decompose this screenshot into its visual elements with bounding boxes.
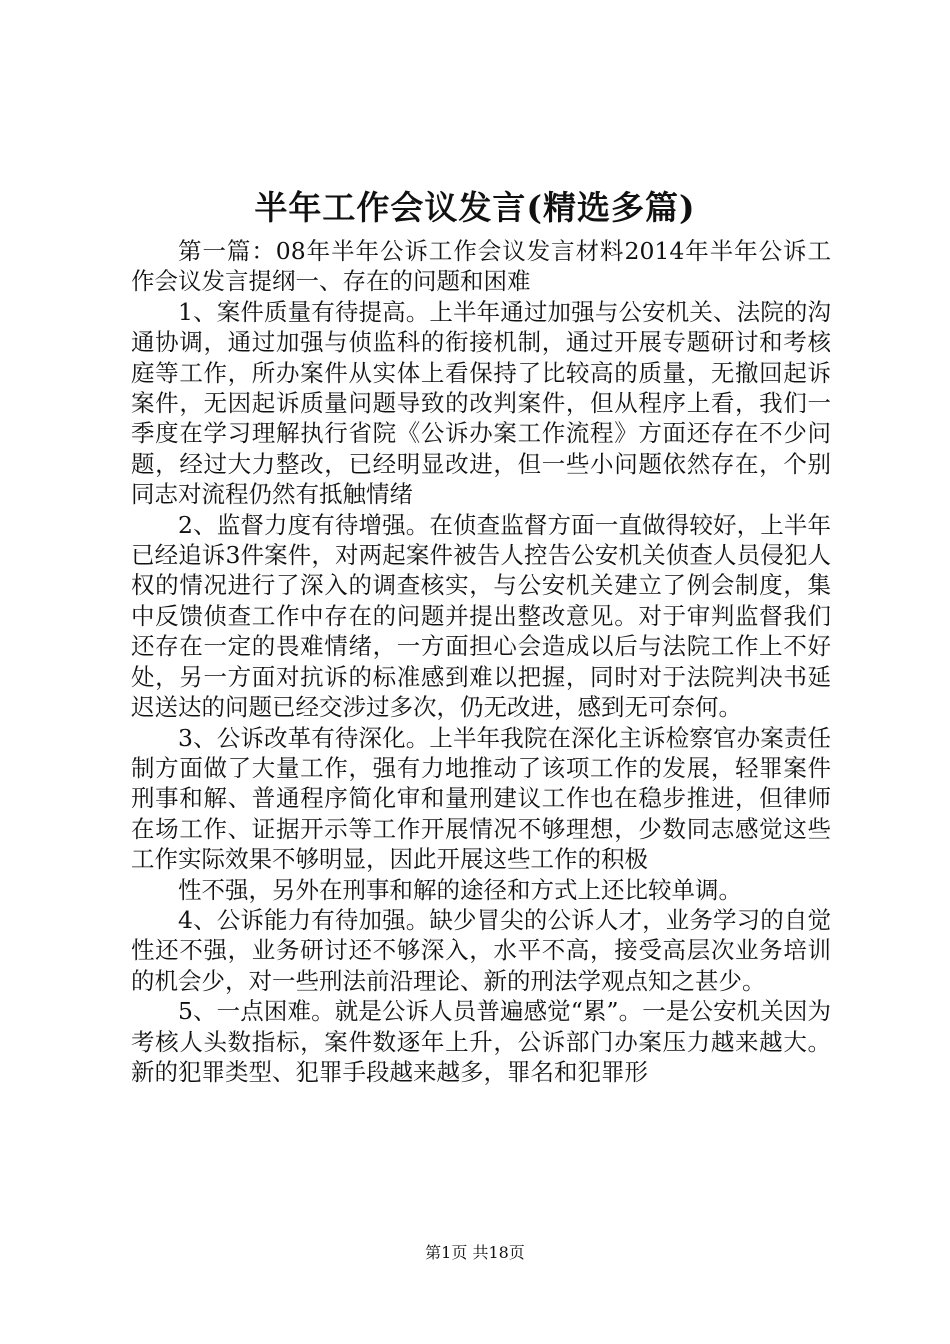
paragraph: 2、监督力度有待增强。在侦查监督方面一直做得较好，上半年已经追诉3件案件，对两起案件被告人控告公安机关侦查人员侵犯人权的情况进行了深入的调查核实，与公安机关建立了例会制度，集中反馈侦查工作中存在的问题并提出整改意见。对于审判监督我们还存在一定的畏难情绪，一方面担心会造成以后与法院工作上不好处，另一方面对抗诉的标准感到难以把握，同时对于法院判决书延迟送达的问题已经交涉过多次，仍无改进，感到无可奈何。	[131, 510, 831, 722]
paragraph: 1、案件质量有待提高。上半年通过加强与公安机关、法院的沟通协调，通过加强与侦监科的衔接机制，通过开展专题研讨和考核庭等工作，所办案件从实体上看保持了比较高的质量，无撤回起诉案件，无因起诉质量问题导致的改判案件，但从程序上看，我们一季度在学习理解执行省院《公诉办案工作流程》方面还存在不少问题，经过大力整改，已经明显改进，但一些小问题依然存在，个别同志对流程仍然有抵触情绪	[131, 297, 831, 509]
document-body	[131, 236, 831, 1087]
paragraph: 5、一点困难。就是公诉人员普遍感觉“累”。一是公安机关因为考核人头数指标，案件数逐年上升，公诉部门办案压力越来越大。新的犯罪类型、犯罪手段越来越多，罪名和犯罪形	[131, 997, 831, 1086]
paragraph: 4、公诉能力有待加强。缺少冒尖的公诉人才，业务学习的自觉性还不强，业务研讨还不够深入，水平不高，接受高层次业务培训的机会少，对一些刑法前沿理论、新的刑法学观点知之甚少。	[131, 905, 831, 995]
paragraph: 第一篇：08年半年公诉工作会议发言材料2014年半年公诉工作会议发言提纲一、存在的问题和困难	[131, 237, 831, 296]
paragraph: 3、公诉改革有待深化。上半年我院在深化主诉检察官办案责任制方面做了大量工作，强有力地推动了该项工作的发展，轻罪案件刑事和解、普通程序简化审和量刑建议工作也在稳步推进，但律师在场工作、证据开示等工作开展情况不够理想，少数同志感觉这些工作实际效果不够明显，因此开展这些工作的积极	[131, 723, 831, 874]
paragraph: 性不强，另外在刑事和解的途径和方式上还比较单调。	[178, 875, 742, 904]
document-title: 半年工作会议发言(精选多篇)	[254, 188, 696, 227]
page-footer: 第1页 共18页	[425, 1243, 525, 1262]
